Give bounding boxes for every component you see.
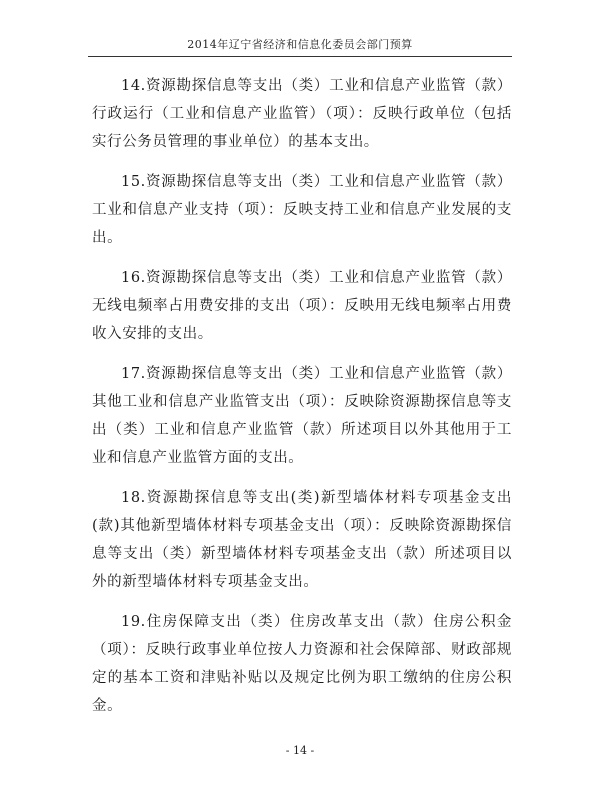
paragraph-item-14: 14.资源勘探信息等支出（类）工业和信息产业监管（款）行政运行（工业和信息产业监管）（项）：反映行政单位（包括实行公务员管理的事业单位）的基本支出。: [92, 78, 512, 150]
paragraph-item-17: 17.资源勘探信息等支出（类）工业和信息产业监管（款）其他工业和信息产业监管支出（项）：反映除资源勘探信息等支出（类）工业和信息产业监管（款）所述项目以外其他用于工业和信息产业监管方面的支出。: [92, 366, 512, 466]
paragraph-item-19: 19.住房保障支出（类）住房改革支出（款）住房公积金（项）：反映行政事业单位按人力资源和社会保障部、财政部规定的基本工资和津贴补贴以及规定比例为职工缴纳的住房公积金。: [92, 614, 512, 714]
paragraph-item-18: 18.资源勘探信息等支出(类)新型墙体材料专项基金支出(款)其他新型墙体材料专项基金支出（项）：反映除资源勘探信息等支出（类）新型墙体材料专项基金支出（款）所述项目以外的新型墙体材料专项基金支出。: [92, 490, 512, 590]
document-body: [92, 72, 512, 732]
paragraph-item-15: 15.资源勘探信息等支出（类）工业和信息产业监管（款）工业和信息产业支持（项）：反映支持工业和信息产业发展的支出。: [92, 174, 512, 246]
paragraph-item-16: 16.资源勘探信息等支出（类）工业和信息产业监管（款）无线电频率占用费安排的支出（项）：反映用无线电频率占用费收入安排的支出。: [92, 270, 512, 342]
page-header: 2014年辽宁省经济和信息化委员会部门预算: [187, 38, 413, 51]
page-number: - 14 -: [285, 744, 315, 757]
header-divider: [88, 56, 512, 57]
